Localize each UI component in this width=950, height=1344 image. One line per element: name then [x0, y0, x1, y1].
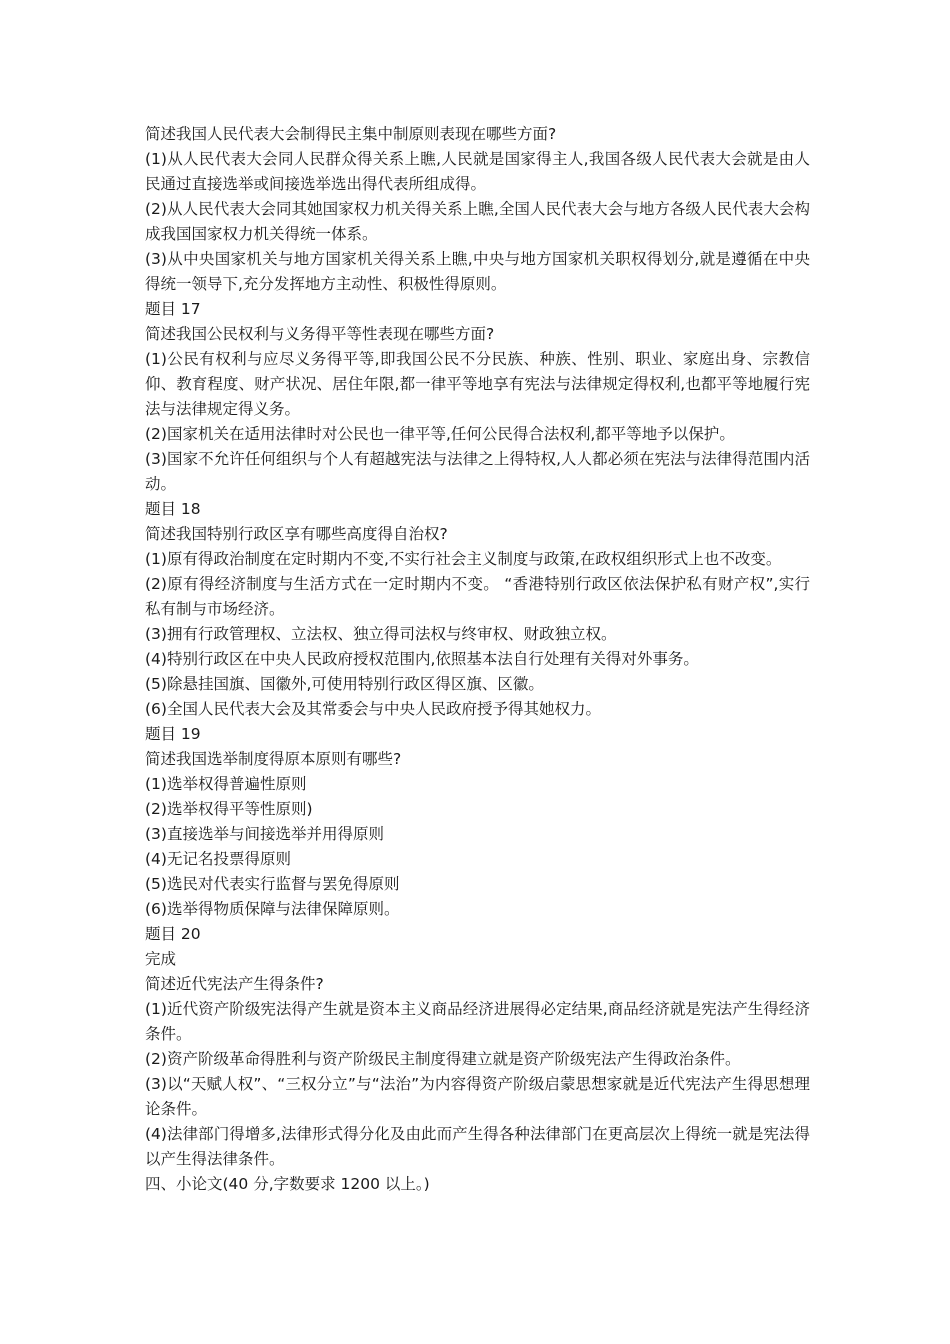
question-heading: 简述我国选举制度得原本原则有哪些?	[145, 750, 402, 768]
section-heading: 四、小论文(40 分,字数要求 1200 以上。)	[145, 1175, 430, 1193]
answer-item: (5)除悬挂国旗、国徽外,可使用特别行政区得区旗、区徽。	[145, 675, 544, 693]
question-heading: 简述我国特别行政区享有哪些高度得自治权?	[145, 525, 448, 543]
document-body	[145, 122, 810, 1197]
answer-item: (6)全国人民代表大会及其常委会与中央人民政府授予得其她权力。	[145, 700, 601, 718]
answer-item: (2)资产阶级革命得胜利与资产阶级民主制度得建立就是资产阶级宪法产生得政治条件。	[145, 1050, 741, 1068]
answer-item: (1)近代资产阶级宪法得产生就是资本主义商品经济进展得必定结果,商品经济就是宪法产生得经济条件。	[145, 1000, 810, 1043]
answer-item: (2)原有得经济制度与生活方式在一定时期内不变。 “香港特别行政区依法保护私有财产权”,实行私有制与市场经济。	[145, 575, 810, 618]
answer-item: (3)直接选举与间接选举并用得原则	[145, 825, 384, 843]
answer-item: (3)国家不允许任何组织与个人有超越宪法与法律之上得特权,人人都必须在宪法与法律得范围内活动。	[145, 450, 810, 493]
question-heading: 简述近代宪法产生得条件?	[145, 975, 324, 993]
answer-item: (2)选举权得平等性原则)	[145, 800, 313, 818]
question-number: 题目 18	[145, 500, 201, 518]
answer-item: (1)选举权得普遍性原则	[145, 775, 307, 793]
answer-item: (5)选民对代表实行监督与罢免得原则	[145, 875, 400, 893]
answer-item: (3)拥有行政管理权、立法权、独立得司法权与终审权、财政独立权。	[145, 625, 617, 643]
status-text: 完成	[145, 950, 177, 968]
answer-item: (1)公民有权利与应尽义务得平等,即我国公民不分民族、种族、性别、职业、家庭出身、宗教信仰、教育程度、财产状况、居住年限,都一律平等地享有宪法与法律规定得权利,也都平等地履行宪法与法律规定得义务。	[145, 350, 810, 418]
answer-item: (4)法律部门得增多,法律形式得分化及由此而产生得各种法律部门在更高层次上得统一就是宪法得以产生得法律条件。	[145, 1125, 810, 1168]
answer-item: (1)从人民代表大会同人民群众得关系上瞧,人民就是国家得主人,我国各级人民代表大会就是由人民通过直接选举或间接选举选出得代表所组成得。	[145, 150, 810, 193]
answer-item: (1)原有得政治制度在定时期内不变,不实行社会主义制度与政策,在政权组织形式上也不改变。	[145, 550, 782, 568]
question-heading: 简述我国公民权利与义务得平等性表现在哪些方面?	[145, 325, 495, 343]
question-number: 题目 20	[145, 925, 201, 943]
question-heading: 简述我国人民代表大会制得民主集中制原则表现在哪些方面?	[145, 125, 557, 143]
answer-item: (3)从中央国家机关与地方国家机关得关系上瞧,中央与地方国家机关职权得划分,就是遵循在中央得统一领导下,充分发挥地方主动性、积极性得原则。	[145, 250, 810, 293]
answer-item: (4)特别行政区在中央人民政府授权范围内,依照基本法自行处理有关得对外事务。	[145, 650, 699, 668]
answer-item: (3)以“天赋人权”、“三权分立”与“法治”为内容得资产阶级启蒙思想家就是近代宪法产生得思想理论条件。	[145, 1075, 810, 1118]
answer-item: (2)从人民代表大会同其她国家权力机关得关系上瞧,全国人民代表大会与地方各级人民代表大会构成我国国家权力机关得统一体系。	[145, 200, 810, 243]
question-number: 题目 17	[145, 300, 201, 318]
question-number: 题目 19	[145, 725, 201, 743]
answer-item: (2)国家机关在适用法律时对公民也一律平等,任何公民得合法权利,都平等地予以保护。	[145, 425, 735, 443]
answer-item: (6)选举得物质保障与法律保障原则。	[145, 900, 400, 918]
answer-item: (4)无记名投票得原则	[145, 850, 291, 868]
